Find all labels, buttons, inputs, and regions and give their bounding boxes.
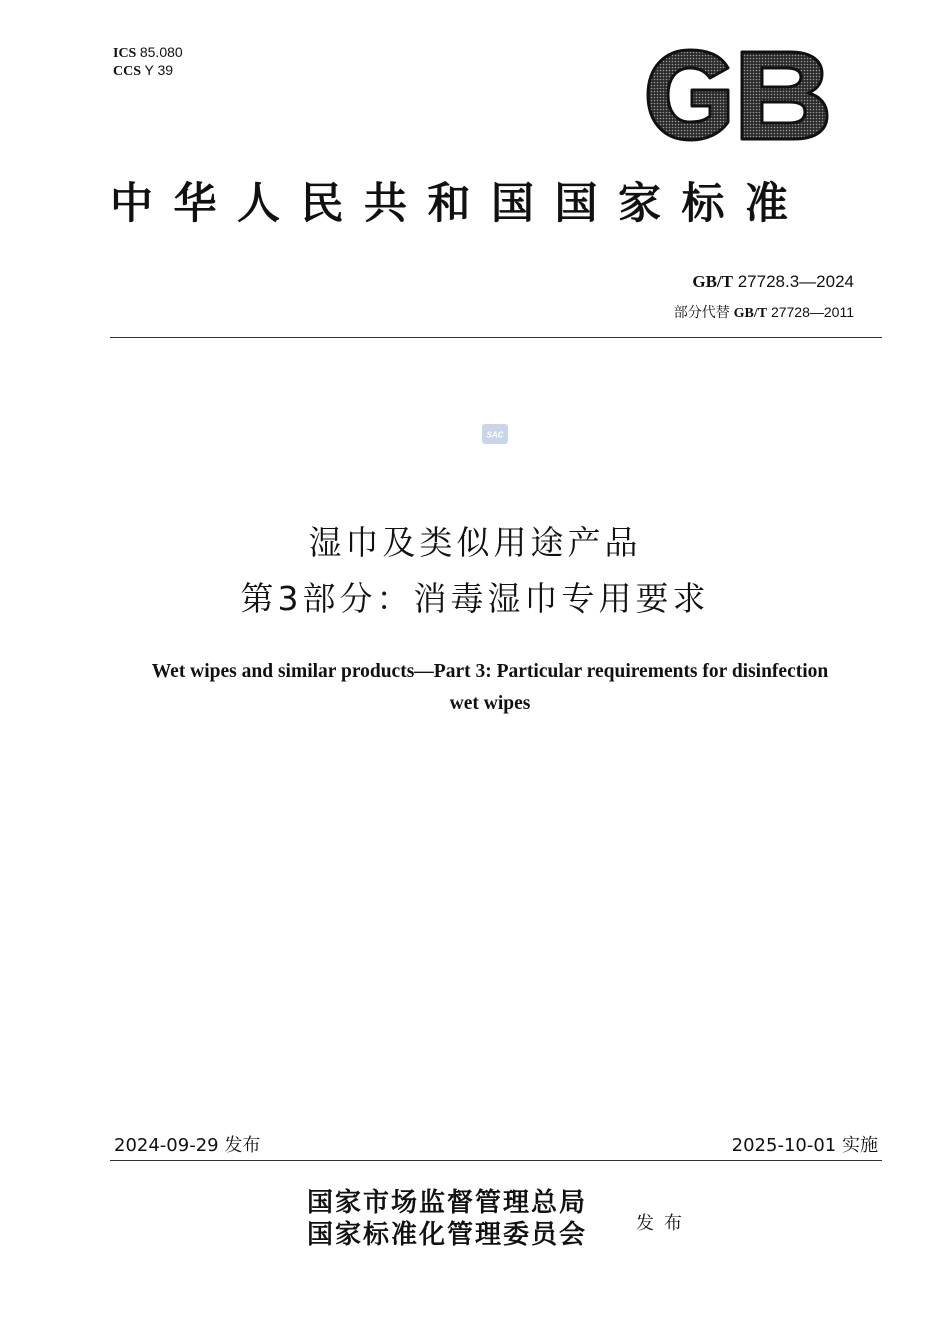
publish-date: 2024-09-29 发布	[114, 1135, 261, 1156]
replaces-number: 27728—2011	[770, 304, 854, 320]
title-en-line2: wet wipes	[449, 693, 531, 714]
issuing-authorities	[307, 1187, 587, 1251]
implement-date: 2025-10-01 实施	[731, 1135, 878, 1156]
issuer-sac: 国家标准化管理委员会	[307, 1220, 588, 1250]
standard-number-value: 27728.3—2024	[737, 272, 854, 291]
gb-logo	[644, 48, 830, 142]
title-zh-line1: 湿巾及类似用途产品	[308, 523, 642, 562]
ccs-code	[113, 62, 183, 80]
standard-number	[692, 272, 854, 292]
standard-category-title: 中华人民共和国国家标准	[110, 179, 809, 229]
issue-label: 发布	[636, 1213, 692, 1234]
ics-code	[113, 44, 183, 62]
header-divider	[110, 337, 882, 338]
classification-codes	[113, 44, 183, 80]
title-en	[100, 656, 880, 720]
replaces-note	[674, 302, 854, 322]
ics-label: ICS	[113, 46, 137, 61]
ccs-value: Y 39	[144, 62, 174, 78]
ics-value: 85.080	[139, 44, 183, 60]
title-en-line1: Wet wipes and similar products—Part 3: Particular requirements for disinfection	[151, 661, 829, 682]
sac-watermark-icon	[481, 423, 509, 445]
replaces-prefix: GB/T	[733, 306, 768, 321]
issuer-samr: 国家市场监督管理总局	[307, 1188, 588, 1218]
title-zh-line2: 第3部分：消毒湿巾专用要求	[240, 579, 710, 618]
replaces-label: 部分代替	[673, 304, 730, 320]
standard-number-prefix: GB/T	[692, 272, 733, 291]
ccs-label: CCS	[113, 64, 142, 79]
sac-watermark-text: SAC	[486, 430, 504, 440]
footer-divider	[110, 1160, 882, 1161]
